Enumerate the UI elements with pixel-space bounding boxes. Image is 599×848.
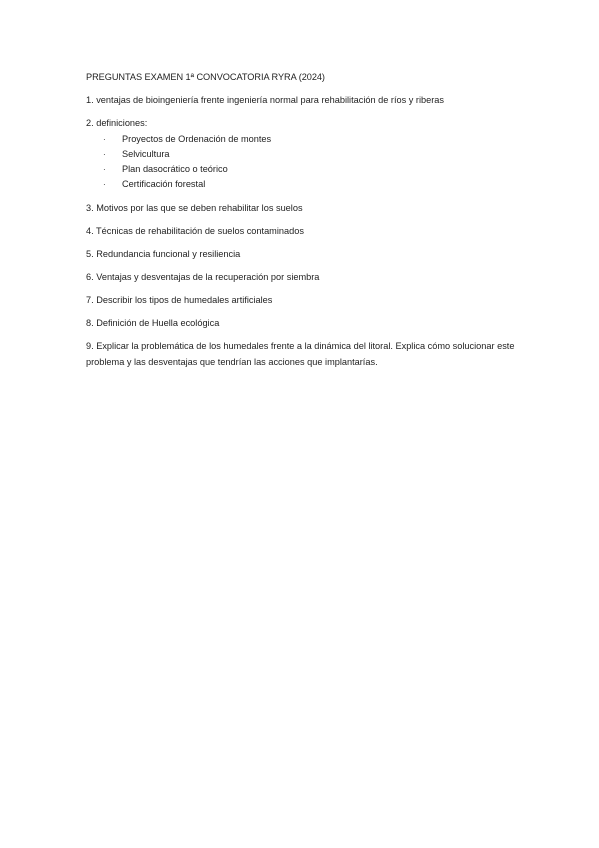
list-item [86,147,526,162]
bullet-icon: · [103,165,106,174]
question-1: 1. ventajas de bioingeniería frente ingeniería normal para rehabilitación de ríos y riberas [86,95,445,105]
bullet-icon: · [103,150,106,159]
list-item [86,162,526,177]
question-6: 6. Ventajas y desventajas de la recuperación por siembra [86,272,320,282]
question-4: 4. Técnicas de rehabilitación de suelos contaminados [86,226,304,236]
question-2-heading: 2. definiciones: [86,118,148,128]
document-title: PREGUNTAS EXAMEN 1ª CONVOCATORIA RYRA (2024) [86,72,325,82]
list-item-text: Proyectos de Ordenación de montes [122,134,272,144]
list-item-text: Certificación forestal [122,179,206,189]
bullet-icon: · [103,135,106,144]
list-item [86,132,526,147]
list-item-text: Plan dasocrático o teórico [122,164,228,174]
question-8: 8. Definición de Huella ecológica [86,318,220,328]
list-item-text: Selvicultura [122,149,170,159]
question-7: 7. Describir los tipos de humedales artificiales [86,295,273,305]
question-9: 9. Explicar la problemática de los humedales frente a la dinámica del litoral. Explica cómo solucionar este problema y las desventajas que tendrían las acciones que implantarías. [86,341,515,367]
question-3: 3. Motivos por las que se deben rehabilitar los suelos [86,203,303,213]
definitions-list [86,132,526,192]
question-2 [86,117,526,192]
question-5: 5. Redundancia funcional y resiliencia [86,249,241,259]
document-body [86,71,526,380]
bullet-icon: · [103,180,106,189]
list-item [86,177,526,192]
